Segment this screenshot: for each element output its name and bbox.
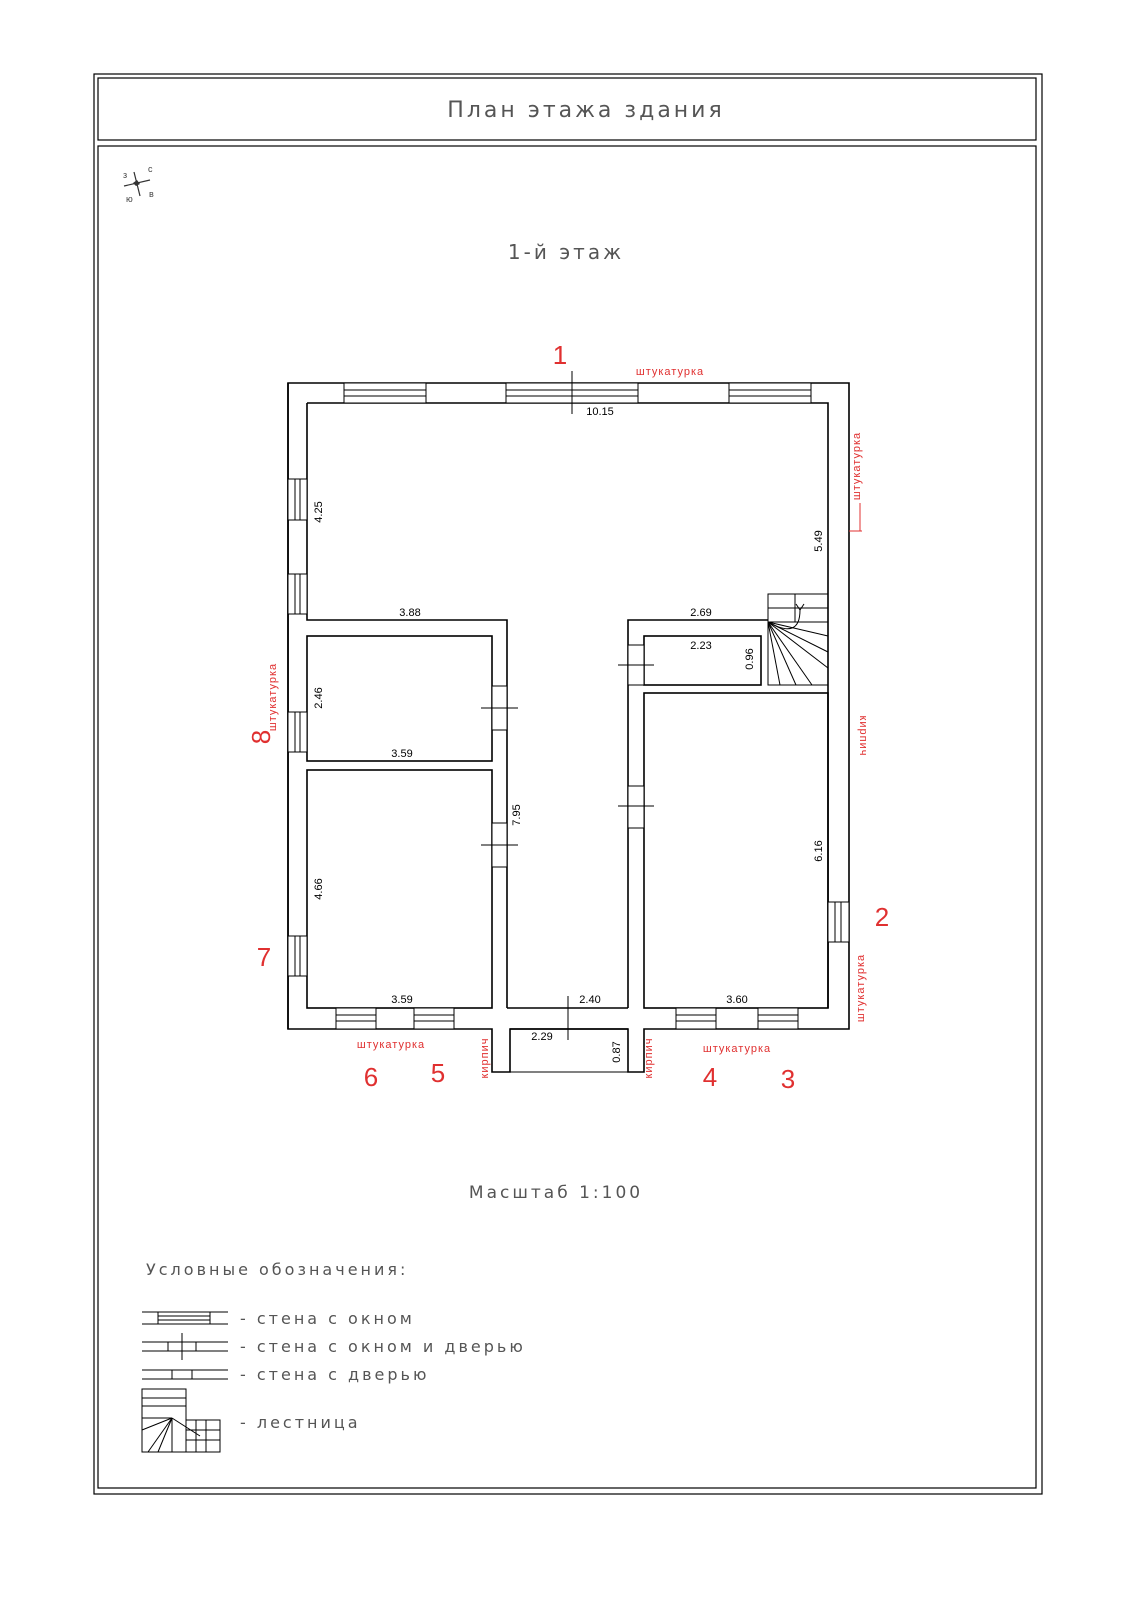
dim-small-room-h: 0.96 — [744, 648, 756, 670]
compass-west-label: з — [123, 170, 128, 180]
window-left-3 — [288, 712, 307, 752]
dim-corridor-width: 2.40 — [579, 994, 601, 1006]
compass-icon — [123, 164, 154, 204]
legend-item-wall-window: - стена с окном — [240, 1309, 415, 1328]
dim-left-mid-w: 3.59 — [391, 748, 413, 760]
outer-frame — [94, 74, 1042, 1494]
wall-number-4: 4 — [702, 1062, 718, 1092]
window-bottom-2 — [414, 1008, 454, 1029]
material-porch-left: кирпич — [479, 1037, 491, 1079]
dim-hall-left: 3.88 — [399, 607, 421, 619]
dim-porch-width: 2.29 — [531, 1031, 553, 1043]
legend-item-wall-window-door: - стена с окном и дверью — [240, 1337, 526, 1356]
window-bottom-3 — [676, 1008, 716, 1029]
material-right-upper: штукатурка — [851, 431, 863, 501]
dim-left-bottom-h: 4.66 — [313, 878, 325, 900]
floor-label: 1-й этаж — [507, 240, 625, 264]
dim-corridor-len: 7.95 — [511, 804, 523, 826]
dim-small-room-w: 2.23 — [690, 640, 712, 652]
dim-left-upper: 4.25 — [313, 501, 325, 523]
wall-numbers — [246, 340, 889, 1094]
legend-title: Условные обозначения: — [146, 1260, 409, 1279]
material-bottom-right: штукатурка — [702, 1043, 772, 1055]
legend-symbol-wall-door — [142, 1370, 228, 1379]
material-labels — [267, 366, 869, 1078]
compass-east-label: в — [149, 189, 154, 199]
dim-top-width: 10.15 — [586, 406, 614, 418]
material-porch-right: кирпич — [643, 1037, 655, 1079]
legend-symbol-wall-window — [142, 1312, 228, 1324]
dim-left-bottom-w: 3.59 — [391, 994, 413, 1006]
window-top-3 — [729, 383, 811, 403]
window-left-4 — [288, 936, 307, 976]
door-left-mid — [481, 686, 518, 730]
dim-porch-depth: 0.87 — [611, 1041, 623, 1063]
window-left-2 — [288, 574, 307, 614]
legend-symbol-staircase — [142, 1389, 220, 1452]
wall-number-1: 1 — [552, 340, 568, 370]
door-left-bottom — [481, 823, 518, 867]
material-left: штукатурка — [267, 662, 279, 732]
compass-south-label: ю — [126, 194, 133, 204]
material-right-lower: штукатурка — [855, 953, 867, 1023]
window-right-1 — [828, 902, 849, 942]
wall-number-3: 3 — [780, 1064, 796, 1094]
wall-number-7: 7 — [256, 942, 272, 972]
window-bottom-4 — [758, 1008, 798, 1029]
dim-right-upper: 5.49 — [813, 530, 825, 552]
window-left-1 — [288, 479, 307, 520]
material-right-mid: кирпич — [857, 715, 869, 757]
legend-item-wall-door: - стена с дверью — [240, 1365, 430, 1384]
legend-item-staircase: - лестница — [240, 1413, 361, 1432]
dim-right-room-h: 6.16 — [813, 840, 825, 862]
window-top-1 — [344, 383, 426, 403]
wall-number-6: 6 — [363, 1062, 379, 1092]
material-bottom-left: штукатурка — [356, 1039, 426, 1051]
legend — [142, 1260, 526, 1452]
staircase — [768, 594, 828, 685]
windows — [288, 383, 849, 1029]
material-top: штукатурка — [635, 366, 705, 378]
wall-number-2: 2 — [874, 902, 890, 932]
dim-left-mid-h: 2.46 — [313, 687, 325, 709]
dim-right-room-w: 3.60 — [726, 994, 748, 1006]
building-walls — [288, 383, 849, 1072]
wall-number-5: 5 — [430, 1058, 446, 1088]
door-small-room — [618, 645, 654, 685]
page-title: План этажа здания — [447, 98, 725, 123]
dim-hall-right: 2.69 — [690, 607, 712, 619]
wall-number-8: 8 — [246, 729, 276, 745]
compass-north-label: с — [148, 164, 153, 174]
window-bottom-1 — [336, 1008, 376, 1029]
door-right-room — [618, 786, 654, 828]
legend-symbol-wall-window-door — [142, 1333, 228, 1360]
dimensions — [313, 406, 825, 1063]
scale-label: Масштаб 1:100 — [468, 1183, 644, 1203]
